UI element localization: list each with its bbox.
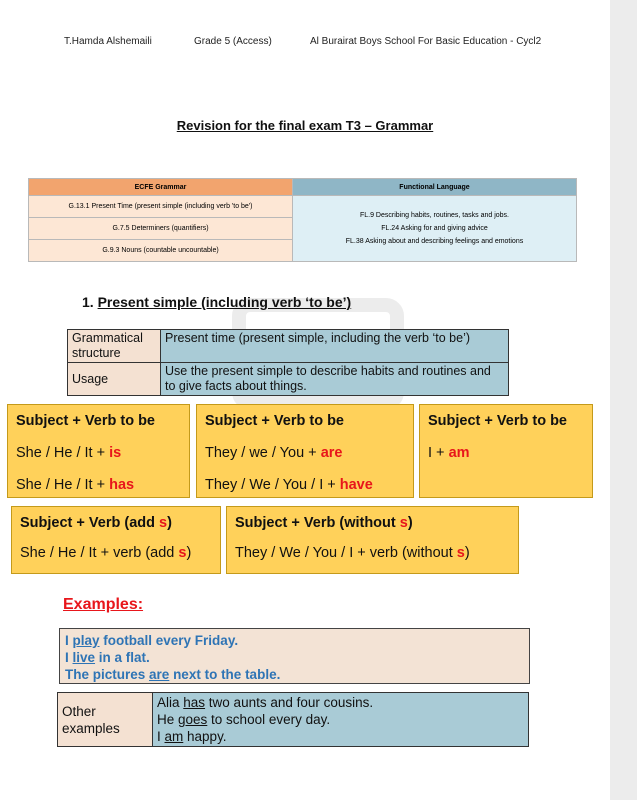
grade-label: Grade 5 (Access) (194, 36, 272, 47)
box-line (205, 445, 342, 461)
verb-text: have (339, 477, 373, 493)
box-line (16, 477, 134, 493)
examples-box (59, 628, 530, 684)
s-letter: s (456, 545, 465, 561)
verb-without-s-box (226, 506, 519, 574)
example-verb: are (149, 667, 170, 682)
line-text: She / He / It + verb (add (20, 545, 179, 561)
section-title: Present simple (including verb ‘to be’) (97, 294, 352, 310)
subject-text: They / we / You + (205, 445, 321, 461)
functional-language-cell (293, 196, 577, 262)
example-line (65, 649, 524, 666)
box-heading (235, 515, 413, 531)
section-heading (82, 294, 351, 310)
s-letter: s (159, 515, 168, 531)
teacher-name: T.Hamda Alshemaili (64, 36, 152, 47)
example-text: I (157, 729, 165, 744)
grammar-item: G.7.5 Determiners (quantifiers) (29, 218, 293, 240)
heading-text: ) (167, 515, 172, 531)
examples-heading: Examples: (63, 596, 144, 613)
example-text: next to the table. (169, 667, 281, 682)
subject-text: I + (428, 445, 449, 461)
subject-text: She / He / It + (16, 445, 110, 461)
other-examples-values (153, 693, 529, 747)
heading-text: ) (407, 515, 413, 531)
usage-value: Use the present simple to describe habits and routines and to give facts about things. (161, 363, 509, 396)
grammar-structure-table (67, 329, 509, 396)
functional-item: FL.38 Asking about and describing feelings and emotions (345, 238, 524, 245)
box-heading: Subject + Verb to be (428, 413, 567, 429)
box-line (20, 545, 191, 561)
example-text: Alia (157, 695, 184, 710)
usage-label: Usage (68, 363, 161, 396)
example-text: I (65, 650, 73, 665)
viewer-background (610, 0, 637, 800)
example-verb: play (72, 633, 100, 648)
grammar-item: G.9.3 Nouns (countable uncountable) (29, 240, 293, 262)
page-title: Revision for the final exam T3 – Grammar (176, 118, 434, 133)
verb-text: is (109, 445, 122, 461)
example-verb: am (164, 729, 184, 744)
heading-text: Subject + Verb (without (235, 515, 400, 531)
functional-language-header: Functional Language (293, 179, 577, 196)
box-line (16, 445, 121, 461)
example-line (157, 728, 524, 745)
example-text: I (65, 633, 73, 648)
example-text: to school every day. (207, 712, 331, 727)
verb-text: has (109, 477, 135, 493)
example-line (157, 711, 524, 728)
heading-text: Subject + Verb (add (20, 515, 159, 531)
example-verb: live (72, 650, 96, 665)
example-text: two aunts and four cousins. (205, 695, 374, 710)
to-be-box-plural (196, 404, 414, 498)
example-text: He (157, 712, 179, 727)
other-examples-label: Other examples (58, 693, 153, 747)
structure-label: Grammatical structure (68, 330, 161, 363)
example-text: The pictures (65, 667, 150, 682)
ecfe-table (28, 178, 577, 262)
verb-text: am (448, 445, 470, 461)
subject-text: She / He / It + (16, 477, 110, 493)
box-heading (20, 515, 172, 531)
verb-text: are (320, 445, 343, 461)
box-line (428, 445, 470, 461)
example-verb: goes (178, 712, 208, 727)
subject-text: They / We / You / I + (205, 477, 340, 493)
example-line (65, 666, 524, 683)
example-line (65, 632, 524, 649)
line-text: ) (186, 545, 192, 561)
box-heading: Subject + Verb to be (205, 413, 344, 429)
school-name: Al Burairat Boys School For Basic Education - Cycl2 (310, 36, 542, 47)
grammar-item: G.13.1 Present Time (present simple (including verb 'to be') (29, 196, 293, 218)
example-text: happy. (183, 729, 227, 744)
s-letter: s (399, 515, 408, 531)
example-verb: has (183, 695, 206, 710)
example-line (157, 694, 524, 711)
other-examples-table (57, 692, 529, 747)
to-be-box-i (419, 404, 593, 498)
functional-item: FL.9 Describing habits, routines, tasks and jobs. (359, 212, 510, 219)
to-be-box-singular (7, 404, 190, 498)
structure-value: Present time (present simple, including the verb ‘to be’) (161, 330, 509, 363)
box-heading: Subject + Verb to be (16, 413, 155, 429)
section-number: 1. (82, 294, 94, 310)
line-text: ) (464, 545, 470, 561)
example-text: football every Friday. (99, 633, 239, 648)
example-text: in a flat. (95, 650, 150, 665)
functional-item: FL.24 Asking for and giving advice (381, 225, 488, 232)
verb-add-s-box (11, 506, 221, 574)
box-line (205, 477, 373, 493)
box-line (235, 545, 470, 561)
ecfe-grammar-header: ECFE Grammar (29, 179, 293, 196)
s-letter: s (178, 545, 187, 561)
line-text: They / We / You / I + verb (without (235, 545, 457, 561)
